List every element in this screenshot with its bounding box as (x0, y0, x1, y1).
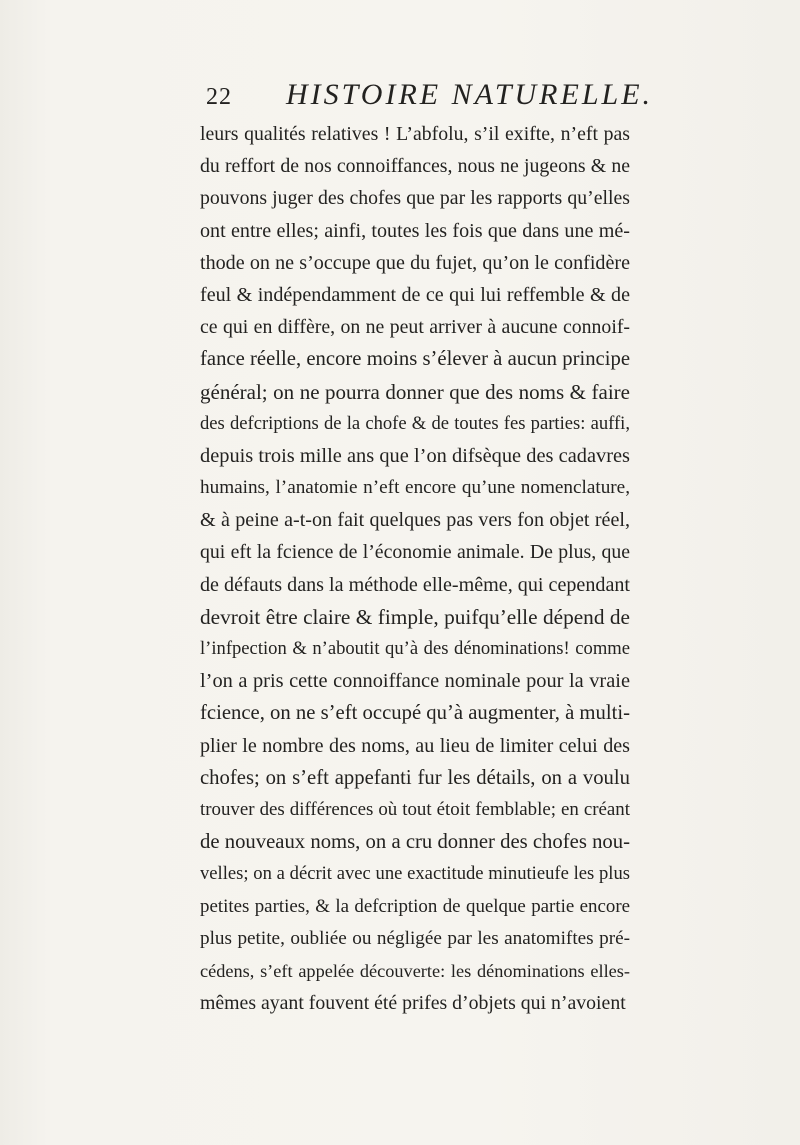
text-line: humains, l’anatomie n’eft encore qu’une nomenclature, (200, 477, 630, 499)
text-line: fcience, on ne s’eft occupé qu’à augmenter, à multi- (200, 702, 630, 725)
text-line: des defcriptions de la chofe & de toutes fes parties: auffi, (200, 412, 630, 434)
text-line: thode on ne s’occupe que du fujet, qu’on le confidère (200, 251, 630, 274)
text-line: leurs qualités relatives ! L’abfolu, s’il exifte, n’eft pas (200, 123, 630, 145)
page-number: 22 (206, 84, 232, 110)
text-line: qui eft la fcience de l’économie animale. De plus, que (200, 541, 630, 564)
text-line: de nouveaux noms, on a cru donner des chofes nou- (200, 831, 630, 854)
text-line: pouvons juger des chofes que par les rapports qu’elles (200, 187, 630, 210)
text-line: mêmes ayant fouvent été prifes d’objets qui n’avoient (200, 992, 626, 1015)
text-line: fance réelle, encore moins s’élever à aucun principe (200, 348, 630, 371)
text-line: plus petite, oubliée ou négligée par les anatomiftes pré- (200, 927, 630, 949)
text-line: du reffort de nos connoiffances, nous ne jugeons & ne (200, 155, 630, 178)
running-head (200, 78, 654, 118)
text-line: petites parties, & la defcription de quelque partie encore (200, 895, 630, 917)
text-line: de défauts dans la méthode elle-même, qui cependant (200, 573, 630, 596)
text-line: chofes; on s’eft appefanti fur les détails, on a voulu (200, 766, 630, 789)
text-line: plier le nombre des noms, au lieu de limiter celui des (200, 734, 630, 757)
text-line: cédens, s’eft appelée découverte: les dénominations elles- (200, 960, 630, 981)
text-line: ce qui en diffère, on ne peut arriver à aucune connoif- (200, 316, 630, 339)
text-line: devroit être claire & fimple, puifqu’elle dépend de (200, 604, 630, 629)
text-line: velles; on a décrit avec une exactitude minutieufe les plus (200, 863, 630, 885)
text-line: général; on ne pourra donner que des noms & faire (200, 379, 630, 404)
text-line: ont entre elles; ainfi, toutes les fois que dans une mé- (200, 219, 630, 242)
text-line: & à peine a-t-on fait quelques pas vers fon objet réel, (200, 509, 630, 532)
text-line: trouver des différences où tout étoit femblable; en créant (200, 798, 630, 820)
text-line: depuis trois mille ans que l’on difsèque des cadavres (200, 444, 630, 467)
text-line: l’on a pris cette connoiffance nominale pour la vraie (200, 670, 630, 693)
text-line: l’infpection & n’aboutit qu’à des dénominations! comme (200, 638, 630, 659)
running-title: HISTOIRE NATURELLE. (286, 78, 654, 111)
text-line: feul & indépendamment de ce qui lui reffemble & de (200, 283, 630, 306)
body-text (200, 118, 630, 1019)
